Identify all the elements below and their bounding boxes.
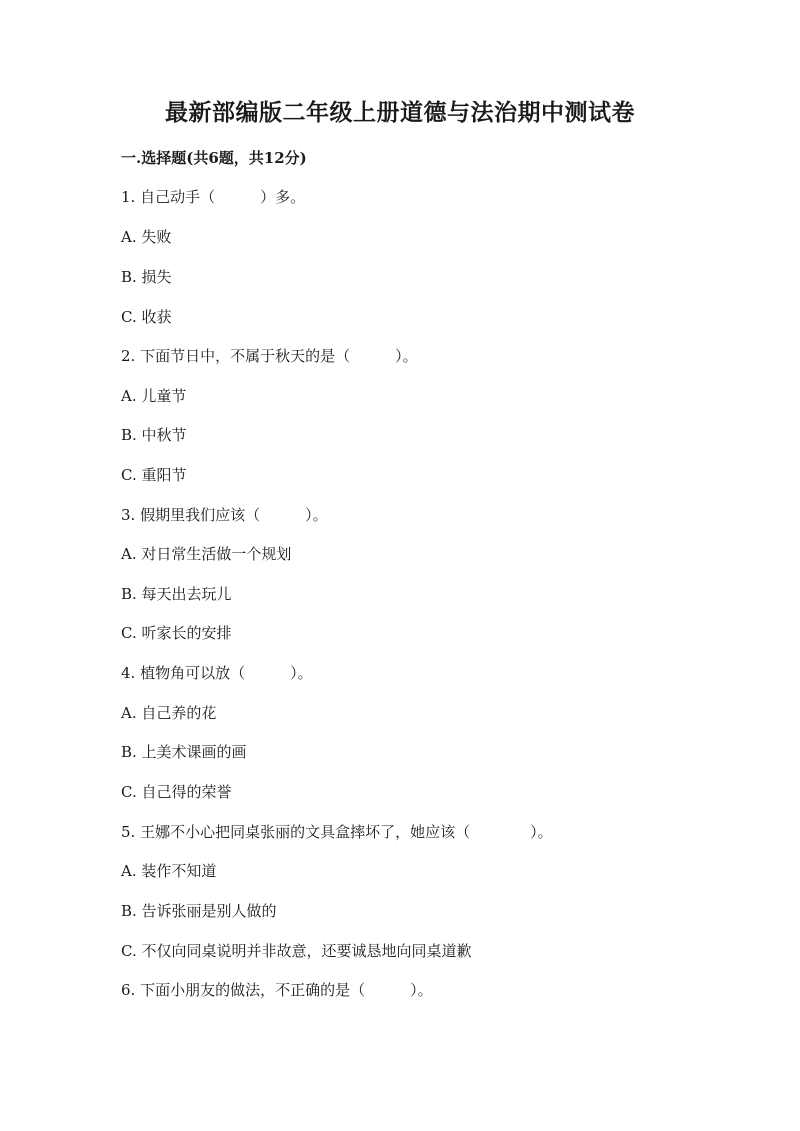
answer-option: B. 每天出去玩儿 xyxy=(121,585,232,603)
answer-option: B. 上美术课画的画 xyxy=(121,743,247,761)
answer-option: A. 自己养的花 xyxy=(121,704,217,722)
answer-option: C. 不仅向同桌说明并非故意，还要诚恳地向同桌道歉 xyxy=(121,942,472,960)
answer-option: A. 对日常生活做一个规划 xyxy=(121,545,292,563)
section-heading: 一.选择题(共6题，共12分) xyxy=(121,149,307,167)
question-stem: 2. 下面节日中，不属于秋天的是（ ）。 xyxy=(121,347,418,365)
answer-option: C. 重阳节 xyxy=(121,466,187,484)
answer-option: A. 装作不知道 xyxy=(121,862,217,880)
page-title: 最新部编版二年级上册道德与法治期中测试卷 xyxy=(165,99,635,126)
answer-option: C. 听家长的安排 xyxy=(121,624,232,642)
question-stem: 1. 自己动手（ ）多。 xyxy=(121,188,306,206)
question-stem: 5. 王娜不小心把同桌张丽的文具盒摔坏了，她应该（ ）。 xyxy=(121,823,553,841)
answer-option: B. 告诉张丽是别人做的 xyxy=(121,902,277,920)
answer-option: A. 儿童节 xyxy=(121,387,187,405)
question-stem: 4. 植物角可以放（ ）。 xyxy=(121,664,313,682)
question-stem: 3. 假期里我们应该（ ）。 xyxy=(121,506,328,524)
answer-option: B. 中秋节 xyxy=(121,426,187,444)
answer-option: C. 自己得的荣誉 xyxy=(121,783,232,801)
question-stem: 6. 下面小朋友的做法，不正确的是（ ）。 xyxy=(121,981,433,999)
answer-option: A. 失败 xyxy=(121,228,172,246)
answer-option: B. 损失 xyxy=(121,268,172,286)
answer-option: C. 收获 xyxy=(121,308,172,326)
